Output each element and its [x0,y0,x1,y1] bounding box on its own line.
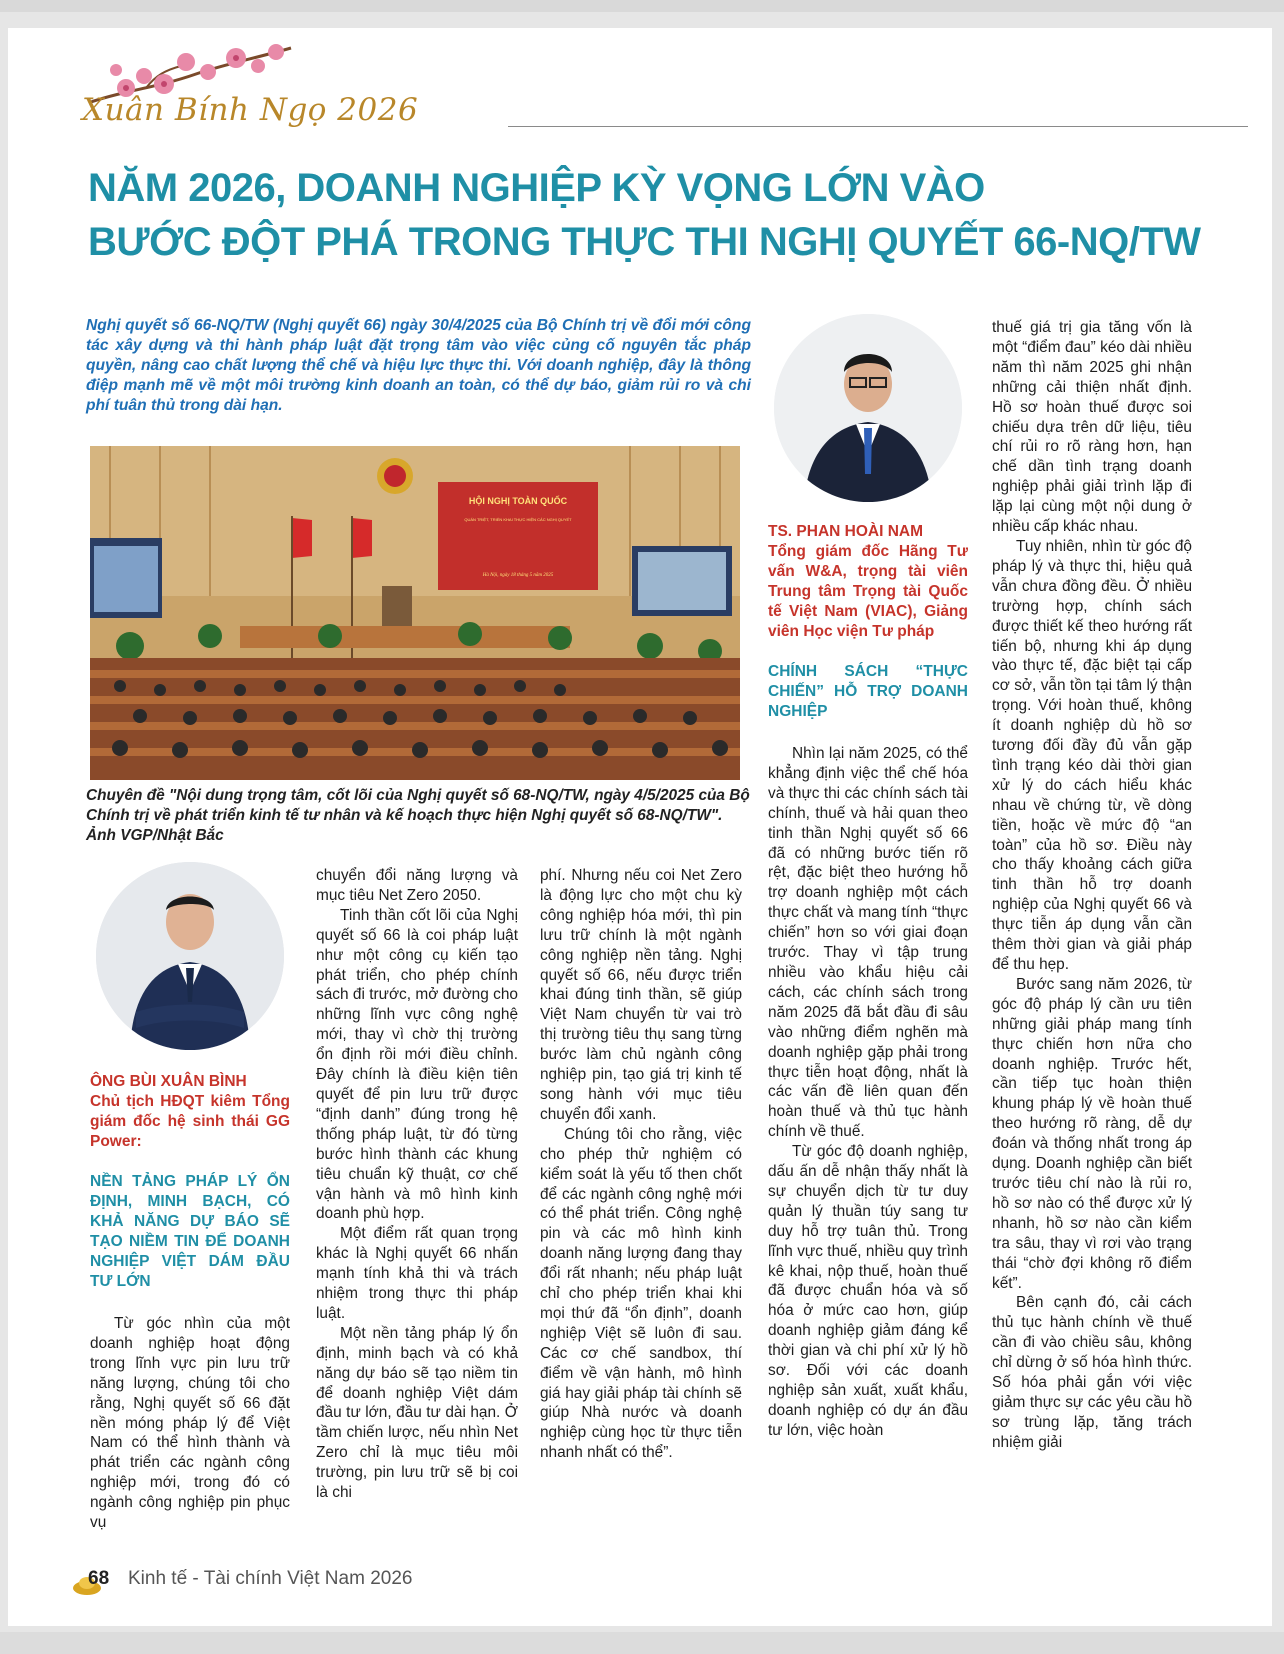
headline-line-1: NĂM 2026, DOANH NGHIỆP KỲ VỌNG LỚN VÀO [88,166,985,210]
col5-paragraph-3: Bước sang năm 2026, từ góc độ pháp lý cần ưu tiên những giải pháp mang tính thực chiến hơn nữa cho doanh nghiệp. Trước hết, cần tiếp tục hoàn thiện khung pháp lý về hoàn thuế theo hướng rõ ràng, dễ dự đoán và thống nhất trong áp dụng. Doanh nghiệp cần biết trước tiêu chí nào là rủi ro, hồ sơ nào có thể được xử lý nhanh, hồ sơ nào cần kiểm tra sâu, thay vì rơi vào trạng thái “chờ đợi không rõ điểm kết”. [992,975,1192,1292]
issue-logo: Xuân Bính Ngọ 2026 [82,92,419,128]
col1-paragraph-1: Từ góc nhìn của một doanh nghiệp hoạt động trong lĩnh vực pin lưu trữ năng lượng, chúng tôi cho rằng, Nghị quyết số 66 đặt nền móng pháp lý để Việt Nam có thể hình thành và phát triển các ngành công nghiệp mới, trong đó có ngành công nghiệp pin phục vụ [90,1315,290,1532]
portrait-phan-hoai-nam [774,314,962,502]
col2-paragraph-4: Một nền tảng pháp lý ổn định, minh bạch và có khả năng dự báo sẽ tạo niềm tin để doanh nghiệp Việt dám đầu tư lớn, đầu tư dài hạn. Ở tầm chiến lược, nếu nhìn Net Zero chỉ là mục tiêu môi trường, pin lưu trữ sẽ bị coi là chi [316,1324,518,1502]
column-4 [768,522,968,1441]
column-2 [316,866,518,1503]
person1-role: Chủ tịch HĐQT kiêm Tổng giám đốc hệ sinh thái GG Power: [90,1093,290,1150]
banner-subtitle: QUÁN TRIỆT, TRIỂN KHAI THỰC HIỆN CÁC NGHỊ QUYẾT [464,517,572,522]
col5-paragraph-1: thuế giá trị gia tăng vốn là một “điểm đau” kéo dài nhiều năm thì năm 2025 ghi nhận những cải thiện nhất định. Hồ sơ hoàn thuế được soi chiếu dựa trên dữ liệu, tiêu chí rủi ro rõ ràng hơn, hạn chế dần tình trạng doanh nghiệp phải giải trình lặp đi lặp lại cùng một nội dung ở nhiều cấp khác nhau. [992,319,1192,536]
person2-role: Tổng giám đốc Hãng Tư vấn W&A, trọng tài viên Trung tâm Trọng tài Quốc tế Việt Nam (VIAC), Giảng viên Học viện Tư pháp [768,543,968,640]
conference-photo [90,446,740,780]
column-5 [992,318,1192,1453]
col3-paragraph-2: Chúng tôi cho rằng, việc cho phép thử nghiệm có kiểm soát là yếu tố then chốt để các ngành công nghệ mới có thể phát triển. Công nghệ pin và các mô hình kinh doanh năng lượng đang thay đổi rất nhanh; nếu pháp luật chỉ cho phép triển khai khi mọi thứ đã “ổn định”, doanh nghiệp Việt sẽ luôn đi sau. Các cơ chế sandbox, thí điểm về vận hành, mô hình giá hay giải pháp tài chính sẽ giúp Nhà nước và doanh nghiệp cùng học từ thực tiễn nhanh nhất có thể”. [540,1125,742,1462]
col3-paragraph-1: phí. Nhưng nếu coi Net Zero là động lực cho một chu kỳ công nghiệp hóa mới, thì pin lưu trữ chính là một ngành công nghiệp nền tảng. Nghị quyết số 66, nếu được triển khai đúng tinh thần, sẽ giúp Việt Nam chuyển từ vai trò thị trường tiêu thụ sang từng bước làm chủ ngành công nghiệp pin, tạo giá trị kinh tế song hành với mục tiêu chuyển đổi xanh. [540,867,742,1123]
col4-paragraph-2: Từ góc độ doanh nghiệp, dấu ấn dễ nhận thấy nhất là sự chuyển dịch từ tư duy quản lý thuần túy sang tư duy hỗ trợ tuân thủ. Trong lĩnh vực thuế, nhiều quy trình kê khai, nộp thuế, hoàn thuế đã được chuẩn hóa và số hóa ở mức cao hơn, giúp doanh nghiệp giảm đáng kể thời gian và chi phí xử lý hồ sơ. Đối với các doanh nghiệp sản xuất, xuất khẩu, doanh nghiệp có dự án đầu tư lớn, việc hoàn [768,1143,968,1439]
column-1 [90,1072,290,1533]
person1-block [90,1072,290,1152]
col5-paragraph-2: Tuy nhiên, nhìn từ góc độ pháp lý và thực thi, hiệu quả vẫn chưa đồng đều. Ở nhiều trường hợp, chính sách được thiết kế theo hướng rất tiến bộ, nhưng khi áp dụng vào thực tế, đặc biệt tại cấp cơ sở, vẫn tồn tại tâm lý thận trọng. Với hoàn thuế, không ít doanh nghiệp dù hồ sơ tương đối đầy đủ vẫn gặp tình trạng kéo dài thời gian xử lý do cách hiểu khác nhau về chứng từ, về dòng tiền, hoặc về mức độ “an toàn” của hồ sơ. Điều này cho thấy khoảng cách giữa tinh thần hỗ trợ doanh nghiệp của Nghị quyết 66 và thực tiễn áp dụng vẫn cần thêm thời gian và giải pháp để thu hẹp. [992,537,1192,973]
person2-block [768,522,968,642]
person-icon [96,862,284,1050]
person1-subhead: NỀN TẢNG PHÁP LÝ ỔN ĐỊNH, MINH BẠCH, CÓ KHẢ NĂNG DỰ BÁO SẼ TẠO NIỀM TIN ĐỂ DOANH NGHIỆP VIỆT DÁM ĐẦU TƯ LỚN [90,1173,290,1290]
person-icon [774,314,962,502]
publication-name: Kinh tế - Tài chính Việt Nam 2026 [128,1568,413,1589]
col2-paragraph-2: Tinh thần cốt lõi của Nghị quyết số 66 là coi pháp luật như một công cụ kiến tạo phát triển, cho phép chính sách đi trước, mở đường cho những lĩnh vực công nghệ mới, thay vì chờ thị trường ổn định rồi mới điều chỉnh. Đây chính là điều kiện tiên quyết để pin lưu trữ được “định danh” đúng trong hệ thống pháp luật, từ đó từng bước hình thành các khung tiêu chuẩn kỹ thuật, cơ chế vận hành và mô hình kinh doanh phù hợp. [316,906,518,1223]
col4-paragraph-1: Nhìn lại năm 2025, có thể khẳng định việc thể chế hóa và thực thi các chính sách tài chính, thuế và hải quan theo tinh thần Nghị quyết số 66 đã có những bước tiến rõ rệt, đặc biệt theo hướng hỗ trợ doanh nghiệp một cách thực chất và mang tính “thực chiến” hơn so với giai đoạn trước. Thay vì tập trung nhiều vào khẩu hiệu cải cách, các chính sách trong năm 2025 đã bắt đầu đi sâu vào những điểm nghẽn mà doanh nghiệp gặp phải trong thực tiễn hoạt động, nhất là các vấn đề liên quan đến hoàn thuế và thủ tục hành chính về thuế. [768,745,968,1141]
col2-paragraph-3: Một điểm rất quan trọng khác là Nghị quyết 66 nhấn mạnh tính khả thi và trách nhiệm trong thực thi pháp luật. [316,1225,518,1322]
col5-paragraph-4: Bên cạnh đó, cải cách thủ tục hành chính về thuế cần đi vào chiều sâu, không chỉ dừng ở số hóa hình thức. Số hóa phải gắn với việc giảm thực sự các yêu cầu hồ sơ trùng lặp, tăng trách nhiệm giải [992,1294,1192,1451]
column-3 [540,866,742,1463]
photo-caption: Chuyên đề "Nội dung trọng tâm, cốt lõi của Nghị quyết số 68-NQ/TW, ngày 4/5/2025 của Bộ Chính trị về phát triển kinh tế tư nhân và kế hoạch thực hiện Nghị quyết số 68-NQ/TW". Ảnh VGP/Nhật Bắc [86,787,750,844]
banner-title: HỘI NGHỊ TOÀN QUỐC [468,496,568,506]
col2-paragraph-1: chuyển đổi năng lượng và mục tiêu Net Zero 2050. [316,867,518,904]
banner-date: Hà Nội, ngày 18 tháng 5 năm 2025 [482,573,554,578]
page-number: 68 [88,1568,110,1589]
headline-line-2: BƯỚC ĐỘT PHÁ TRONG THỰC THI NGHỊ QUYẾT 66-NQ/TW [88,220,1201,264]
person2-subhead: CHÍNH SÁCH “THỰC CHIẾN” HỖ TRỢ DOANH NGHIỆP [768,663,968,720]
person1-name: ÔNG BÙI XUÂN BÌNH [90,1073,247,1090]
person2-name: TS. PHAN HOÀI NAM [768,523,923,540]
portrait-bui-xuan-binh [96,862,284,1050]
header-rule [508,126,1248,127]
lead-paragraph: Nghị quyết số 66-NQ/TW (Nghị quyết 66) ngày 30/4/2025 của Bộ Chính trị về đổi mới công tác xây dựng và thi hành pháp luật đặt trọng tâm vào việc củng cố nguyên tắc pháp quyền, nâng cao chất lượng thể chế và hiệu lực thực thi. Với doanh nghiệp, đây là thông điệp mạnh mẽ về một môi trường kinh doanh an toàn, có thể dự báo, giảm rủi ro và chi phí tuân thủ trong dài hạn. [86,317,751,414]
